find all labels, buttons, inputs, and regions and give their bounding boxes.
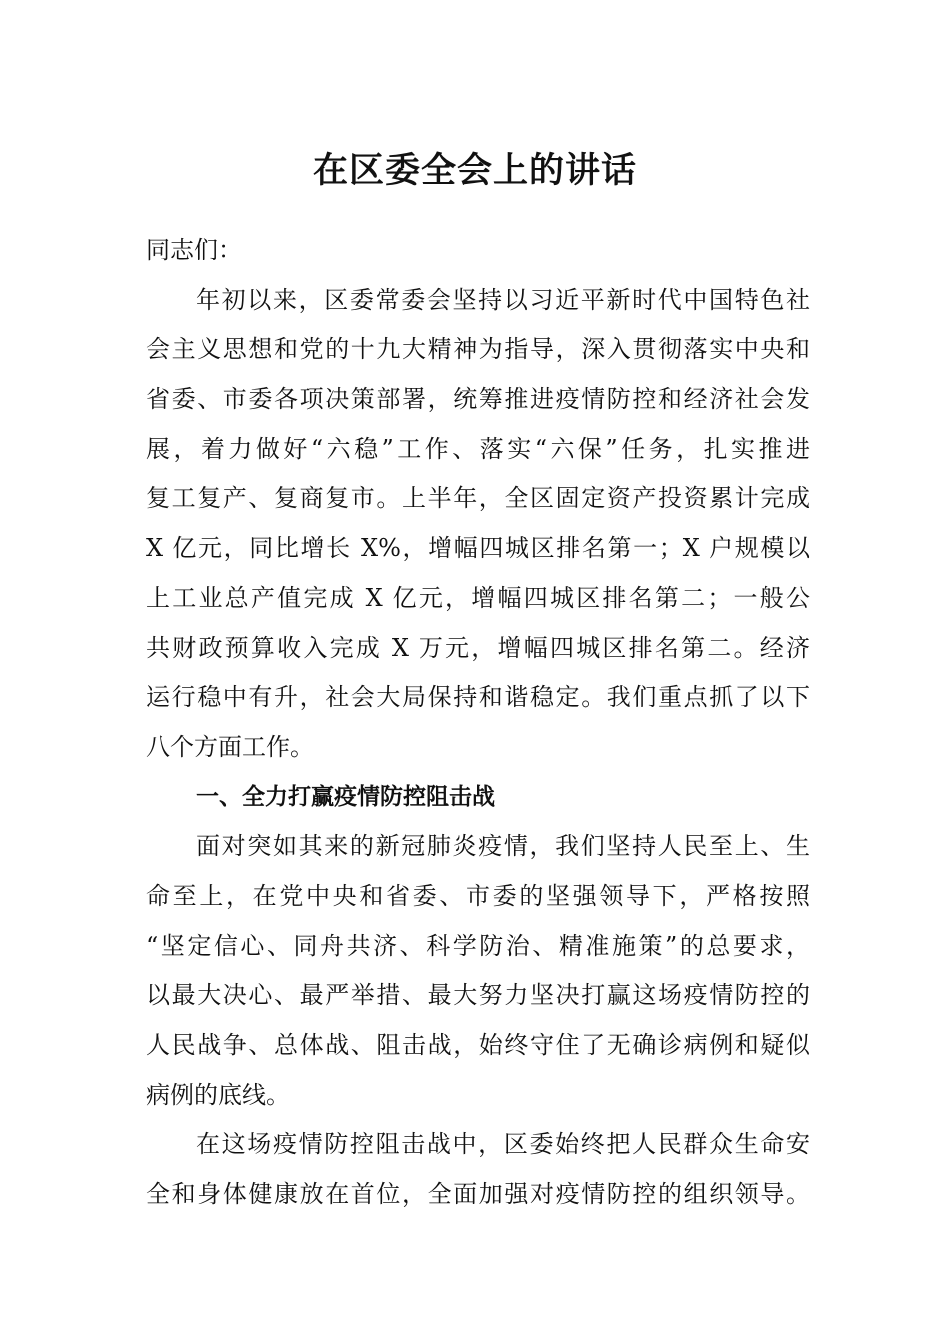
paragraph-line: 以最大决心、最严举措、最大努力坚决打赢这场疫情防控的	[146, 981, 810, 1010]
paragraph-3	[146, 1120, 810, 1219]
paragraph-line: 病例的底线。	[146, 1080, 290, 1109]
paragraph-line: 复工复产、复商复市。上半年，全区固定资产投资累计完成	[146, 484, 810, 513]
paragraph-line: 人民战争、总体战、阻击战，始终守住了无确诊病例和疑似	[146, 1031, 810, 1059]
document-body	[146, 226, 810, 1220]
paragraph-line: 共财政预算收入完成 X 万元，增幅四城区排名第二。经济	[146, 633, 810, 662]
greeting: 同志们：	[146, 236, 242, 264]
paragraph-2	[146, 822, 810, 1120]
paragraph-line: 上工业总产值完成 X 亿元，增幅四城区排名第二；一般公	[146, 583, 810, 612]
paragraph-1	[146, 276, 810, 773]
paragraph-line: 八个方面工作。	[146, 732, 314, 761]
section-heading: 一、全力打赢疫情防控阻击战	[196, 783, 495, 810]
paragraph-line: X 亿元，同比增长 X%，增幅四城区排名第一；X 户规模以	[146, 534, 810, 563]
paragraph-line: 面对突如其来的新冠肺炎疫情，我们坚持人民至上、生	[196, 832, 810, 861]
paragraph-line: “坚定信心、同舟共济、科学防治、精准施策”的总要求，	[146, 931, 810, 960]
paragraph-line: 在这场疫情防控阻击战中，区委始终把人民群众生命安	[196, 1130, 810, 1159]
paragraph-line: 运行稳中有升，社会大局保持和谐稳定。我们重点抓了以下	[146, 683, 810, 712]
paragraph-line: 会主义思想和党的十九大精神为指导，深入贯彻落实中央和	[146, 335, 810, 364]
paragraph-line: 年初以来，区委常委会坚持以习近平新时代中国特色社	[196, 285, 810, 314]
paragraph-line: 全和身体健康放在首位，全面加强对疫情防控的组织领导。	[146, 1180, 810, 1209]
paragraph-line: 命至上，在党中央和省委、市委的坚强领导下，严格按照	[146, 881, 810, 910]
paragraph-line: 省委、市委各项决策部署，统筹推进疫情防控和经济社会发	[146, 385, 810, 414]
document-title: 在区委全会上的讲话	[312, 150, 637, 191]
paragraph-line: 展，着力做好“六稳”工作、落实“六保”任务，扎实推进	[146, 434, 810, 463]
